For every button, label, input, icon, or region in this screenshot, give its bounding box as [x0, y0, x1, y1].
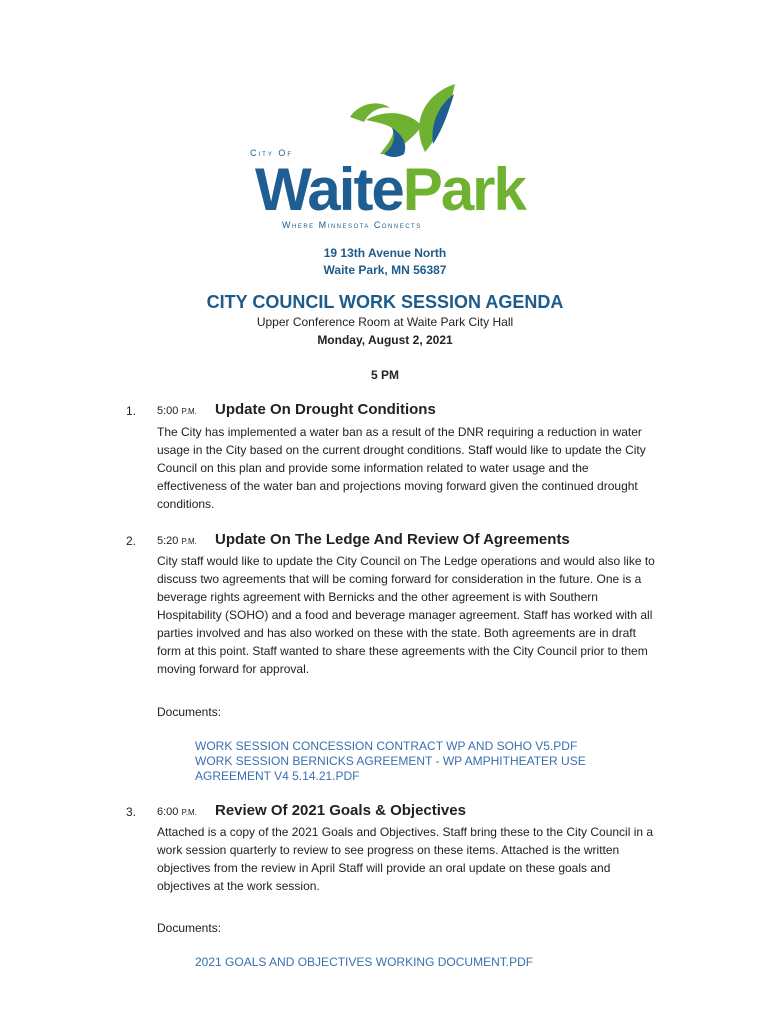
item-body: City staff would like to update the City Council on The Ledge operations and would also like to discuss two agreements that will be coming forward for consideration in the future. One is a beverage rights agreement with Bernicks and the other agreement is with Southern Hospitability (SOHO) and a food and beverage manager agreement. Staff has worked with all parties involved and has also worked on these with the state. Both agreements are in draft form at this point. Staff wanted to share these agreements with the City Council prior to them moving forward for approval.: [157, 554, 655, 676]
item-body: The City has implemented a water ban as a result of the DNR requiring a reduction in water usage in the City based on the current drought conditions. Staff would like to update the City Council on this plan and provide some information related to water usage and the effectiveness of the water ban and projections moving forward given the continued drought conditions.: [157, 425, 646, 511]
document-link[interactable]: WORK SESSION CONCESSION CONTRACT WP AND SOHO V5.PDF: [195, 739, 578, 753]
address-line-1: 19 13th Avenue North: [323, 246, 447, 260]
item-number: 3.: [126, 805, 137, 819]
item-number: 1.: [126, 404, 137, 418]
address-line-2: Waite Park, MN 56387: [323, 263, 447, 277]
city-logo: [250, 82, 525, 232]
leaf-swoosh-icon: [330, 82, 470, 162]
meeting-date: Monday, August 2, 2021: [317, 333, 453, 347]
documents-label: Documents:: [157, 921, 222, 935]
logo-wordmark: WaitePark: [255, 156, 525, 223]
item-number: 2.: [126, 534, 137, 548]
item-time: 6:00 P.M.: [157, 806, 197, 818]
meeting-location: Upper Conference Room at Waite Park City Hall: [256, 315, 514, 329]
page-title: CITY COUNCIL WORK SESSION AGENDA: [206, 292, 564, 312]
document-link[interactable]: WORK SESSION BERNICKS AGREEMENT - WP AMPHITHEATER USE AGREEMENT V4 5.14.21.PDF: [195, 754, 586, 783]
item-time: 5:00 P.M.: [157, 405, 197, 417]
documents-label: Documents:: [157, 705, 222, 719]
document-link[interactable]: 2021 GOALS AND OBJECTIVES WORKING DOCUMENT.PDF: [195, 955, 534, 969]
item-body: Attached is a copy of the 2021 Goals and Objectives. Staff bring these to the City Council in a work session quarterly to review to see progress on these items. Attached is the written objectives from the review in April Staff will provide an oral update on these goals and objectives at the work session.: [157, 825, 654, 893]
item-time: 5:20 P.M.: [157, 535, 197, 547]
logo-tagline: Where Minnesota Connects: [282, 220, 422, 230]
logo-city-of: City Of: [250, 148, 293, 158]
item-title: Update On The Ledge And Review Of Agreements: [215, 531, 570, 548]
meeting-time: 5 PM: [370, 368, 399, 382]
item-title: Review Of 2021 Goals & Objectives: [215, 802, 466, 819]
item-title: Update On Drought Conditions: [215, 401, 436, 418]
